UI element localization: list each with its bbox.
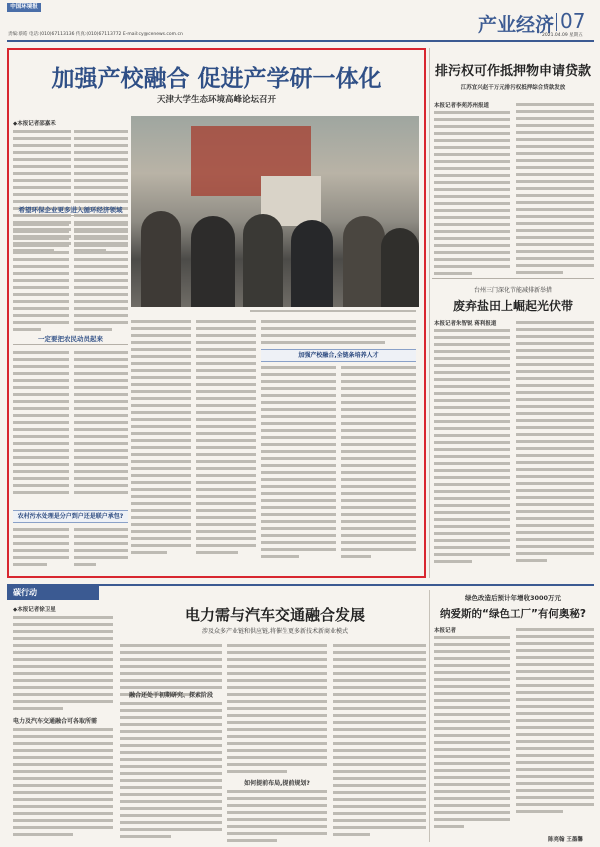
right-mid-byline: 本报记者朱智锐 蒋利报道 [434,321,497,327]
subhead-circular-economy: 希望环保企业更多进入循环经济领域 [18,206,123,214]
photo-person-5 [343,216,385,307]
bottom-right-byline: 本报记者 [434,628,457,634]
page-number: 07 [560,9,586,33]
main-article-title: 加强产校融合 促进产学研一体化 [51,66,382,92]
right-top-text-col2 [516,103,594,278]
main-col2-text-d [74,528,128,570]
photo-person-1 [141,211,181,307]
subhead-talent: 加强产校融合,全链条培养人才 [261,349,416,362]
bottom-text-col1-b [13,728,113,840]
main-article-byline: ◆本报记者邵嘉禾 [13,121,56,127]
main-col4-text [196,320,256,558]
right-divider-1 [432,278,594,279]
bottom-article-title: 电力需与汽车交通融合发展 [184,606,365,624]
issue-date: 2021.04.09 星期五 [542,33,583,38]
right-mid-kicker: 台州三门深化节能减排新举措 [473,287,552,294]
bottom-text-col3-a [227,644,327,777]
bottom-right-text-col2 [516,628,594,817]
main-col5-text [261,366,336,562]
bottom-subhead-3: 如何提前布局,提前规划? [244,780,310,787]
bottom-subhead-1: 电力及汽车交通融合可各取所需 [13,718,98,725]
main-col1-text-d [13,528,69,570]
subhead-rule-2 [13,344,128,345]
bottom-right-rule [429,590,430,842]
main-article-subtitle: 天津大学生态环境高峰论坛召开 [156,95,276,105]
bottom-right-title: 纳爱斯的“绿色工厂”有何奥秘? [440,608,586,620]
bottom-article-byline: ◆本报记者徐卫星 [13,607,56,613]
bottom-text-col1-a [13,616,113,714]
masthead-divider [556,13,557,31]
main-col2-text-c [74,351,128,498]
right-mid-title: 废弃盐田上崛起光伏带 [452,299,573,313]
bottom-subhead-2: 融合还处于初期研究、探索阶段 [128,692,213,699]
subhead-rule-1 [13,215,128,216]
bottom-section-banner [7,586,99,600]
subhead-farmers: 一定要把农民动员起来 [38,335,103,343]
right-mid-text-col1 [434,329,510,567]
photo-person-3 [243,214,283,307]
main-col2-text-b [74,223,128,335]
main-col1-text-c [13,351,69,498]
photo-person-2 [191,216,235,307]
photo-person-6 [381,228,419,307]
main-col1-text-b [13,223,69,335]
forum-photo [131,116,419,307]
main-col3-text [131,320,191,558]
main-col5-text-top [261,320,416,348]
bottom-right-text-col1 [434,636,510,832]
right-top-text-col1 [434,111,510,279]
right-mid-text-col2 [516,321,594,566]
right-column-rule [429,48,430,578]
right-top-byline: 本报记者李苑苏州报道 [434,103,490,109]
contact-line: 责编:蔡皓 电话:(010)67113136 传真:(010)67113772 E-mail:cy@cenews.com.cn [8,32,183,37]
bottom-right-credit: 陈亮翰 王墨馨 [548,837,583,843]
bottom-text-col4 [333,644,426,840]
bottom-text-col2-b [120,702,222,842]
bottom-text-col3-b [227,790,327,846]
photo-caption-line [250,310,416,316]
masthead-rule [7,40,594,42]
right-top-title: 排污权可作抵押物申请贷款 [434,64,591,79]
subhead-sewage: 农村污水处理是分户到户还是联户承包? [13,510,128,523]
right-top-subtitle: 江苏宜兴赵干万元排污权抵押综合贷款发放 [460,85,566,91]
newspaper-logo [7,3,41,12]
bottom-right-kicker: 绿色改造后预计年增收3000万元 [464,594,562,602]
logo-text: 中国环境报 [10,4,38,10]
section-title: 产业经济 [478,14,555,36]
bottom-article-subtitle: 涉及众多产业链和供应链,将催生更多新技术新商业模式 [202,628,348,635]
photo-person-4 [291,220,333,307]
main-col6-text [341,366,416,562]
bottom-section-label: 碳行动 [13,588,37,597]
